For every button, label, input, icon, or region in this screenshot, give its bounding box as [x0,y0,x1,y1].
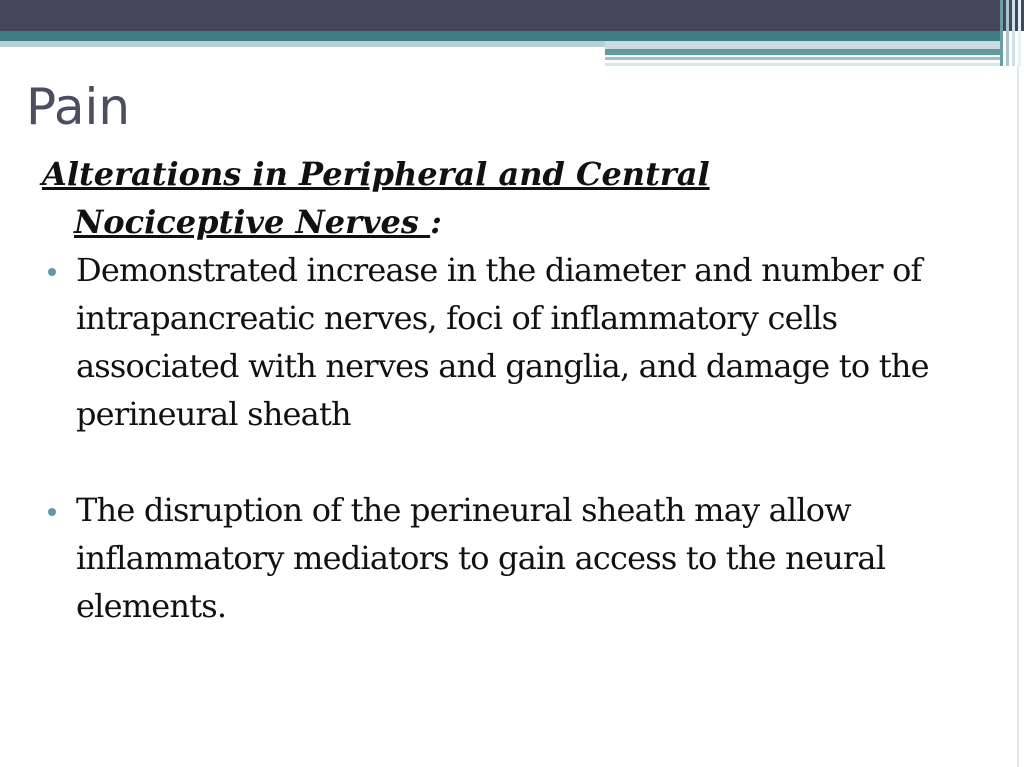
slide-title: Pain [26,78,131,136]
header-underline [0,41,605,47]
header-accent-stripe [0,31,1000,41]
header-decor-stripe [605,57,1000,60]
subheading [42,150,1002,246]
bullet-text: Demonstrated increase in the diameter and number of intrapancreatic nerves, foci of inflammatory cells associated with nerves and ganglia, and damage to the perineural sheath [76,251,929,433]
header-decor-stripe [605,63,1000,66]
bullet-dot-icon [48,508,56,516]
subheading-line-2: Nociceptive Nerves [74,203,431,241]
header-decor-stripe [605,41,1000,49]
bullet-spacer [42,438,1002,486]
header-decor-bar [1006,0,1009,66]
header-band [0,0,1024,31]
header-decor-bar [1018,0,1021,66]
bullet-list [42,246,1002,630]
bullet-dot-icon [48,268,56,276]
bullet-item [42,246,1002,438]
slide-body [42,150,1002,630]
header-decor-bar [1000,0,1003,66]
header-decor-bar [1012,0,1015,66]
slide-edge-line [1017,66,1019,767]
header-decor-stripe [605,49,1000,55]
subheading-colon: : [430,203,442,241]
subheading-line-1: Alterations in Peripheral and Central [42,155,710,193]
bullet-text: The disruption of the perineural sheath may allow inflammatory mediators to gain access to the neural elements. [76,491,886,625]
subheading-line-2-wrap [42,198,1002,246]
bullet-item [42,486,1002,630]
